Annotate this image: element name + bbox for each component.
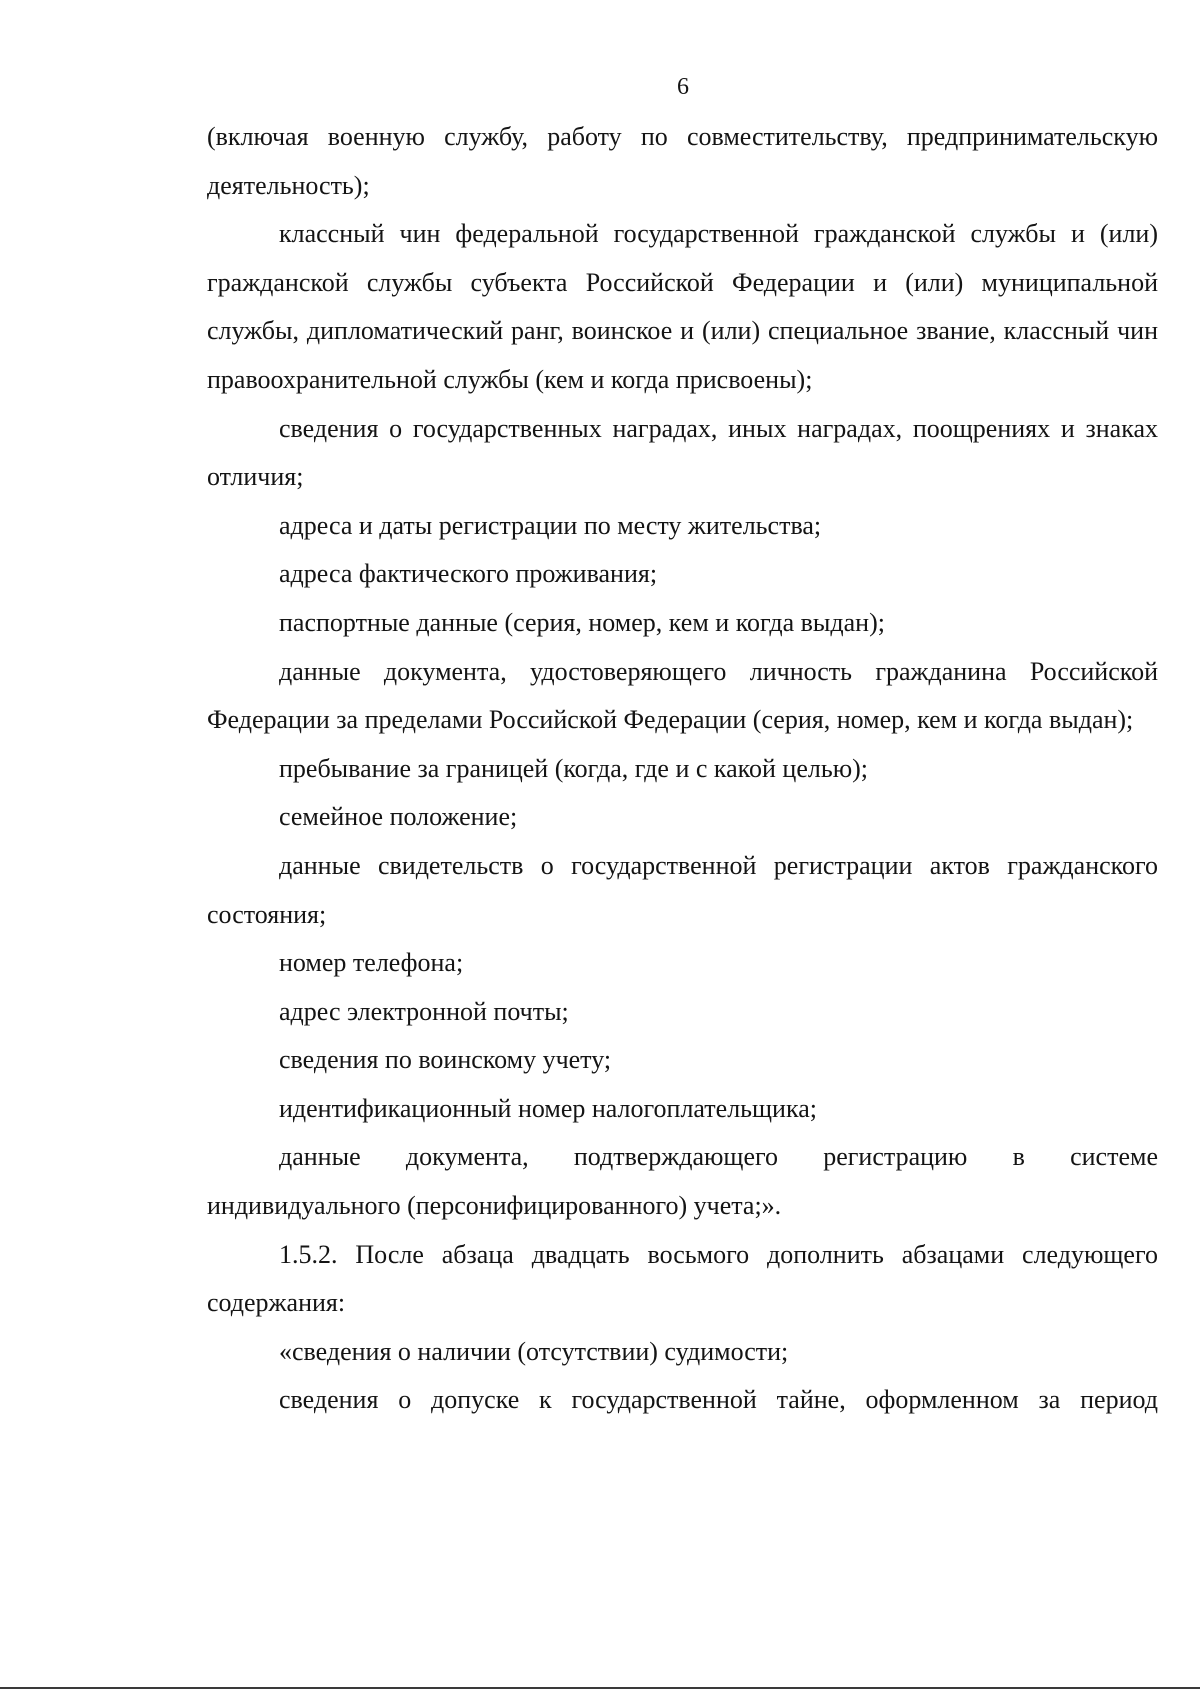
- paragraph: классный чин федеральной государственной гражданской службы и (или) гражданской службы субъекта Российской Федерации и (или) муниципальной службы, дипломатический ранг, воинское и (или) специальное звание, классный чин правоохранительной службы (кем и когда присвоены);: [207, 219, 1158, 394]
- scan-edge-line: [0, 1687, 1200, 1689]
- paragraph: данные свидетельств о государственной регистрации актов гражданского состояния;: [207, 850, 1158, 929]
- paragraph: данные документа, подтверждающего регистрацию в системе индивидуального (персонифицированного) учета;».: [207, 1142, 1158, 1221]
- paragraph: пребывание за границей (когда, где и с какой целью);: [279, 753, 868, 783]
- paragraph: сведения о допуске к государственной тайне, оформленном за период: [279, 1385, 1158, 1415]
- page-number: 6: [677, 74, 689, 100]
- paragraph: «сведения о наличии (отсутствии) судимости;: [279, 1336, 789, 1366]
- paragraph: номер телефона;: [279, 948, 464, 978]
- paragraph: 1.5.2. После абзаца двадцать восьмого дополнить абзацами следующего содержания:: [207, 1239, 1158, 1318]
- body-text: [207, 113, 1158, 1425]
- paragraph: сведения по воинскому учету;: [279, 1045, 612, 1075]
- paragraph: идентификационный номер налогоплательщика;: [279, 1093, 817, 1123]
- paragraph: сведения о государственных наградах, иных наградах, поощрениях и знаках отличия;: [207, 413, 1158, 492]
- paragraph: данные документа, удостоверяющего личность гражданина Российской Федерации за пределами Российской Федерации (серия, номер, кем и когда выдан);: [207, 656, 1158, 735]
- paragraph: (включая военную службу, работу по совместительству, предпринимательскую деятельность);: [207, 122, 1158, 200]
- paragraph: адреса фактического проживания;: [279, 559, 658, 589]
- paragraph: адреса и даты регистрации по месту жительства;: [279, 510, 822, 540]
- paragraph: семейное положение;: [279, 802, 518, 832]
- paragraph: адрес электронной почты;: [279, 996, 569, 1026]
- paragraph: паспортные данные (серия, номер, кем и когда выдан);: [279, 607, 885, 637]
